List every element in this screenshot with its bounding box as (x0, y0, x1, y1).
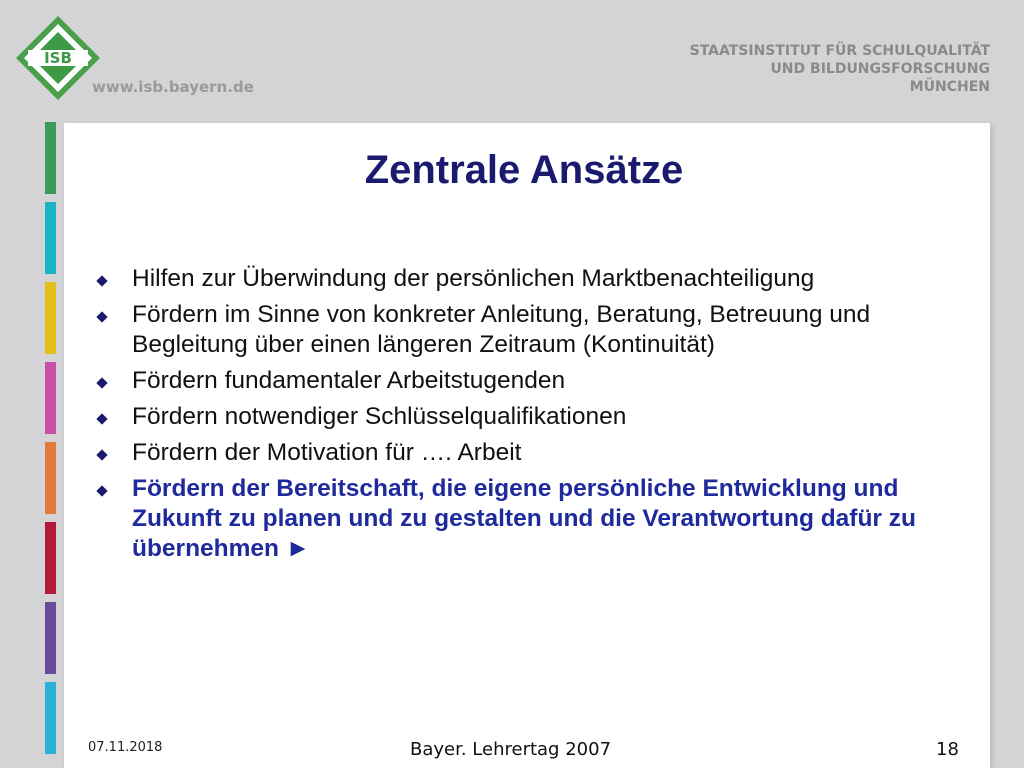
bullet-diamond-icon (96, 264, 132, 294)
side-stripe (45, 282, 56, 354)
footer-date: 07.11.2018 (88, 740, 163, 755)
footer-event: Bayer. Lehrertag 2007 (410, 739, 612, 760)
side-stripe (45, 522, 56, 594)
bullet-diamond-icon (96, 438, 132, 468)
bullet-diamond-icon (96, 402, 132, 432)
bullet-text: Hilfen zur Überwindung der persönlichen Marktbenachteiligung (132, 265, 815, 292)
side-stripe (45, 442, 56, 514)
side-stripe (45, 202, 56, 274)
bullet-diamond-icon (96, 474, 132, 504)
bullet-diamond-icon (96, 366, 132, 396)
bullet-text: Fördern der Motivation für …. Arbeit (132, 439, 522, 466)
institute-line-1: STAATSINSTITUT FÜR SCHULQUALITÄT (689, 43, 990, 59)
bullet-diamond-icon (96, 300, 132, 330)
institute-line-3: MÜNCHEN (909, 79, 990, 95)
side-stripe (45, 602, 56, 674)
side-stripe (45, 362, 56, 434)
isb-logo (12, 12, 104, 104)
header (0, 0, 1024, 120)
institute-name (690, 42, 990, 96)
bullet-item (96, 438, 936, 468)
bullet-text: Fördern fundamentaler Arbeitstugenden (132, 367, 566, 394)
bullet-item (96, 402, 936, 432)
bullet-list (96, 264, 936, 570)
website-url: www.isb.bayern.de (92, 78, 254, 96)
page-number: 18 (936, 739, 959, 760)
bullet-text: Fördern notwendiger Schlüsselqualifikationen (132, 403, 627, 430)
bullet-item (96, 366, 936, 396)
institute-line-2: UND BILDUNGSFORSCHUNG (770, 61, 990, 77)
logo-text: ISB (44, 49, 72, 67)
bullet-text: Fördern im Sinne von konkreter Anleitung, Beratung, Betreuung und Begleitung über einen längeren Zeitraum (Kontinuität) (132, 301, 871, 358)
side-stripe (45, 682, 56, 754)
bullet-item (96, 300, 936, 360)
slide-title: Zentrale Ansätze (364, 148, 684, 192)
bullet-text: Fördern der Bereitschaft, die eigene persönliche Entwicklung und Zukunft zu planen und zu gestalten und die Verantwortung dafür zu übernehmen ► (132, 475, 916, 562)
bullet-item (96, 264, 936, 294)
bullet-item (96, 474, 936, 564)
